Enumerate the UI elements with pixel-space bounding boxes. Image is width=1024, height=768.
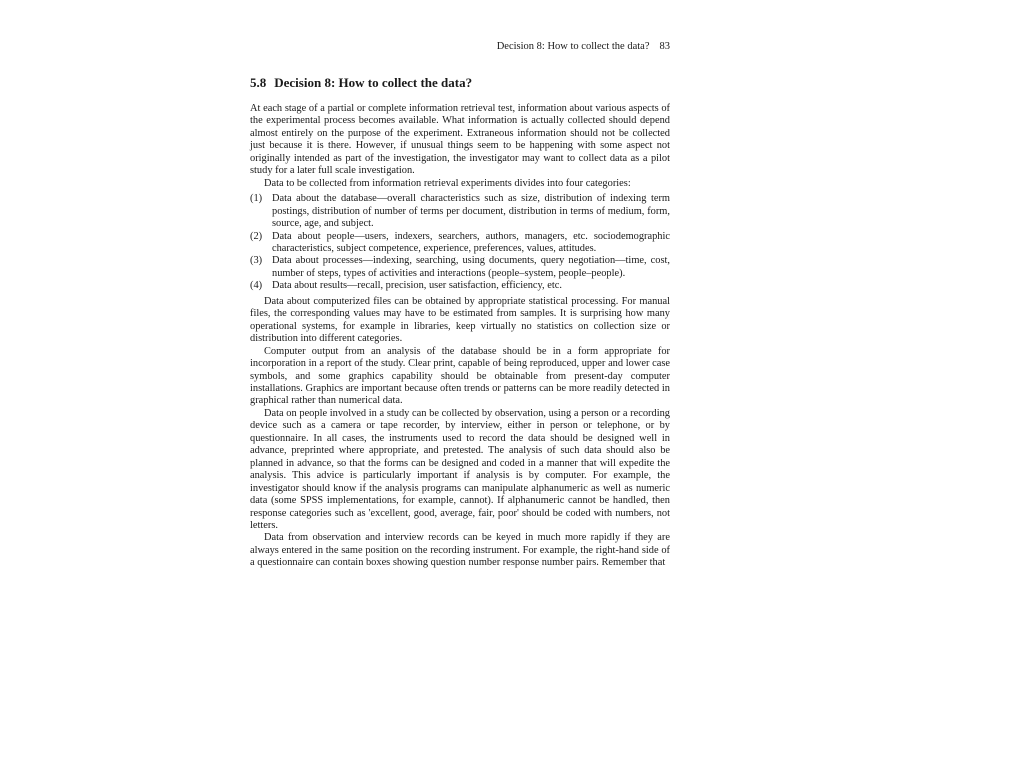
list-item-number: (3) — [250, 255, 263, 267]
paragraph: Data on people involved in a study can be collected by observation, using a person or a recording device such as a camera or tape recorder, by interview, either in person or telephone, or by questionnaire. In all cases, the instruments used to record the data should be designed well in advance, preprinted where appropriate, and pretested. The analysis of such data should also be planned in advance, so that the forms can be designed and coded in a manner that will expedite the analysis. This advice is particularly important if analysis is by computer. For example, the investigator should know if the analysis programs can manipulate alphanumeric as well as numeric data (some SPSS implementations, for example, cannot). If alphanumeric cannot be handled, then response categories such as 'excellent, good, average, fair, poor' should be coded with numbers, not letters. — [250, 407, 670, 531]
list-item-text: Data about people—users, indexers, searchers, authors, managers, etc. sociodemographic characteristics, subject competence, experience, preferences, values, attitudes. — [272, 230, 670, 254]
paragraph: Data about computerized files can be obtained by appropriate statistical processing. For manual files, the corresponding values may have to be estimated from samples. It is surprising how many operational systems, for example in libraries, keep virtually no statistics on collection size or distribution into different categories. — [250, 295, 670, 345]
running-head — [250, 40, 670, 53]
list-item — [250, 280, 670, 292]
section-number: 5.8 — [250, 75, 267, 90]
list-item — [250, 231, 670, 256]
paragraph: Data from observation and interview records can be keyed in much more rapidly if they are always entered in the same position on the recording instrument. For example, the right-hand side of a questionnaire can contain boxes showing question number response number pairs. Remember that — [250, 532, 670, 569]
text-column — [250, 40, 670, 570]
running-head-title: Decision 8: How to collect the data? — [496, 41, 650, 52]
list-item-text: Data about processes—indexing, searching, using documents, query negotiation—time, cost, number of steps, types of activities and interactions (people–system, people–people). — [272, 255, 670, 279]
list-item-number: (2) — [250, 230, 263, 242]
list-item — [250, 255, 670, 280]
list-item-text: Data about results—recall, precision, user satisfaction, efficiency, etc. — [272, 280, 562, 292]
paragraph: Data to be collected from information retrieval experiments divides into four categories: — [264, 177, 631, 189]
category-list — [250, 193, 670, 293]
page-number: 83 — [659, 41, 670, 52]
list-item-text: Data about the database—overall characteristics such as size, distribution of indexing term postings, distribution of number of terms per document, distribution in terms of medium, form, source, age, and subject. — [272, 193, 670, 230]
paragraph: At each stage of a partial or complete information retrieval test, information about various aspects of the experimental process becomes available. What information is actually collected should depend almost entirely on the purpose of the experiment. Extraneous information should not be collected just because it is there. However, if unusual things seem to be happening with some aspect not originally intended as part of the investigation, the investigator may want to collect data as a pilot study for a later full scale investigation. — [250, 103, 670, 177]
section-heading — [250, 75, 670, 91]
list-item-number: (1) — [250, 193, 263, 205]
list-item — [250, 193, 670, 230]
list-item-number: (4) — [250, 280, 263, 292]
paragraph: Computer output from an analysis of the database should be in a form appropriate for incorporation in a report of the study. Clear print, capable of being reproduced, upper and lower case symbols, and some graphics capability should be obtainable from present-day computer installations. Graphics are important because often trends or patterns can be more readily detected in graphical rather than numerical data. — [250, 345, 670, 407]
section-title: Decision 8: How to collect the data? — [274, 75, 473, 90]
